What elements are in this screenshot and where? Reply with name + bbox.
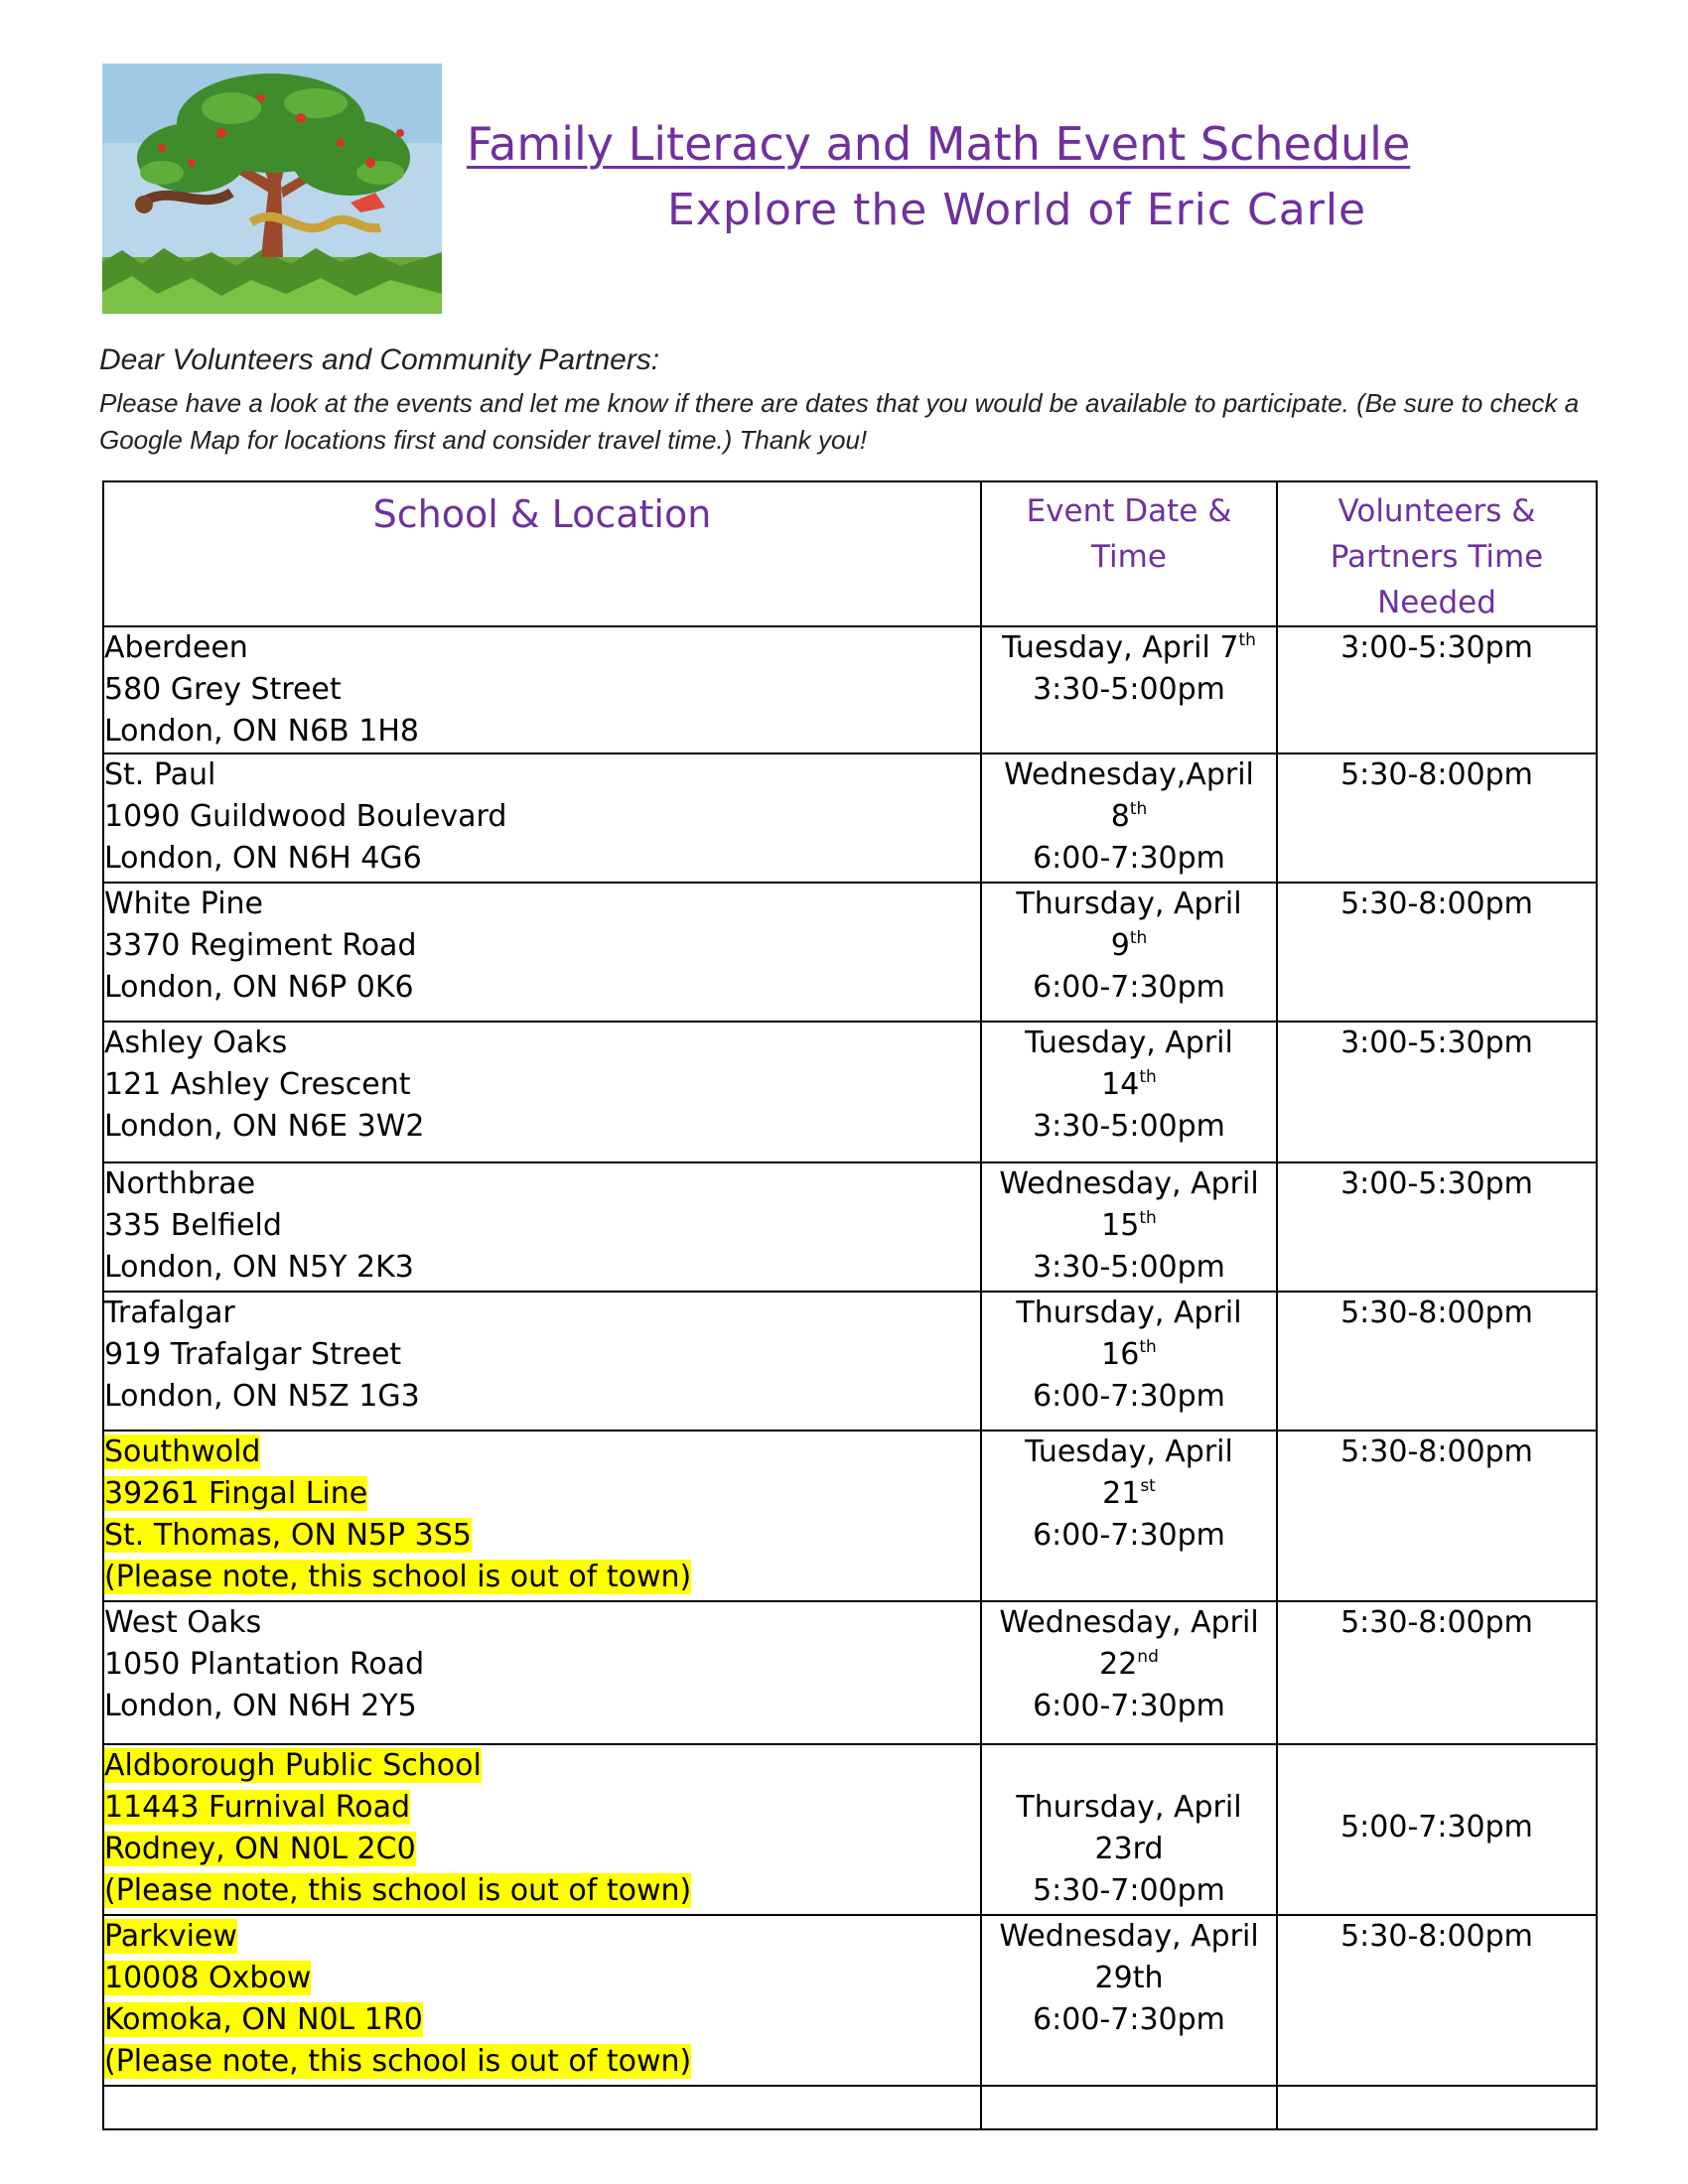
out-of-town-note: (Please note, this school is out of town) <box>104 1873 692 1908</box>
date-ordinal-suffix: th <box>1139 1208 1157 1228</box>
out-of-town-note: (Please note, this school is out of town) <box>104 2044 692 2079</box>
school-address: 121 Ashley Crescent <box>104 1067 411 1102</box>
volunteer-time: 5:30-8:00pm <box>1340 887 1533 921</box>
event-time: 6:00-7:30pm <box>1033 2002 1225 2037</box>
volunteer-time: 5:00-7:30pm <box>1340 1810 1533 1844</box>
event-time: 6:00-7:30pm <box>1033 1379 1225 1414</box>
event-date-cell <box>981 1744 1277 1915</box>
letter-greeting: Dear Volunteers and Community Partners: <box>99 343 660 376</box>
school-location-cell <box>103 1915 981 2086</box>
event-date-line2: 22 <box>1099 1647 1138 1682</box>
event-date-cell <box>981 1022 1277 1162</box>
school-location-cell <box>103 1744 981 1915</box>
event-date-line2: 8 <box>1110 799 1130 834</box>
table-row <box>103 753 1597 883</box>
volunteer-time: 5:30-8:00pm <box>1340 757 1533 792</box>
school-location-cell <box>103 883 981 1022</box>
event-date-line2: 14 <box>1101 1067 1140 1102</box>
date-ordinal-suffix: th <box>1139 1067 1157 1087</box>
school-name: Aldborough Public School <box>104 1748 482 1783</box>
event-date-line2: 29th <box>1094 1961 1164 1995</box>
school-name: St. Paul <box>104 757 216 792</box>
school-city: London, ON N6E 3W2 <box>104 1109 425 1144</box>
volunteer-time-cell <box>1277 626 1597 753</box>
volunteer-time: 5:30-8:00pm <box>1340 1605 1533 1640</box>
table-row <box>103 1431 1597 1601</box>
table-row <box>103 1744 1597 1915</box>
event-date-line1: Wednesday, April <box>999 1166 1259 1201</box>
volunteer-time-cell <box>1277 1601 1597 1744</box>
event-date-cell <box>981 626 1277 753</box>
school-name: Trafalgar <box>104 1296 235 1330</box>
event-date-line2: 15 <box>1101 1208 1140 1243</box>
school-address: 3370 Regiment Road <box>104 928 417 963</box>
volunteer-time: 5:30-8:00pm <box>1340 1296 1533 1330</box>
school-location-cell <box>103 1292 981 1431</box>
event-time: 3:30-5:00pm <box>1033 1250 1225 1285</box>
school-city: London, ON N6B 1H8 <box>104 714 420 749</box>
school-city: Rodney, ON N0L 2C0 <box>104 1832 416 1866</box>
header-event-date-time: Event Date & Time <box>981 481 1277 626</box>
volunteer-time-cell <box>1277 883 1597 1022</box>
event-date-line1: Wednesday, April <box>999 1605 1259 1640</box>
school-city: London, ON N6P 0K6 <box>104 970 414 1005</box>
school-name: Aberdeen <box>104 630 248 665</box>
event-schedule-table <box>102 480 1598 2130</box>
school-location-cell <box>103 1431 981 1601</box>
school-address: 335 Belfield <box>104 1208 282 1243</box>
eric-carle-tree-illustration <box>102 64 442 314</box>
table-header-row <box>103 481 1597 626</box>
table-row <box>103 1162 1597 1292</box>
event-date-line1: Wednesday, April <box>999 1919 1259 1954</box>
header-school-location: School & Location <box>103 481 981 626</box>
date-ordinal-suffix: th <box>1129 799 1148 819</box>
school-city: Komoka, ON N0L 1R0 <box>104 2002 423 2037</box>
letter-body: Please have a look at the events and let me know if there are dates that you would be available to participate. (Be sure to check a Google Map for locations first and consider travel time.) Thank you! <box>99 388 1580 455</box>
event-date-line1: Wednesday,April <box>1004 757 1254 792</box>
page-title: Family Literacy and Math Event Schedule <box>467 117 1411 171</box>
school-location-cell <box>103 1022 981 1162</box>
event-date-line1: Tuesday, April <box>1025 1434 1233 1469</box>
event-date-line2: 9 <box>1110 928 1130 963</box>
school-city: London, ON N5Y 2K3 <box>104 1250 414 1285</box>
empty-table-row <box>103 2086 1597 2129</box>
school-name: Parkview <box>104 1919 237 1954</box>
school-city: London, ON N6H 2Y5 <box>104 1689 417 1723</box>
event-time: 3:30-5:00pm <box>1033 1109 1225 1144</box>
school-location-cell <box>103 626 981 753</box>
date-ordinal-suffix: nd <box>1137 1647 1159 1667</box>
page-subtitle: Explore the World of Eric Carle <box>667 185 1367 235</box>
volunteer-time: 5:30-8:00pm <box>1340 1434 1533 1469</box>
volunteer-time: 5:30-8:00pm <box>1340 1919 1533 1954</box>
event-date-cell <box>981 883 1277 1022</box>
event-date-cell <box>981 1162 1277 1292</box>
event-date-line1: Thursday, April <box>1016 1296 1242 1330</box>
out-of-town-note: (Please note, this school is out of town) <box>104 1560 692 1594</box>
event-date-line2: 16 <box>1101 1337 1140 1372</box>
table-row <box>103 626 1597 753</box>
volunteer-time-cell <box>1277 1292 1597 1431</box>
table-row <box>103 1292 1597 1431</box>
event-date-cell <box>981 1431 1277 1601</box>
school-address: 1090 Guildwood Boulevard <box>104 799 507 834</box>
event-time: 3:30-5:00pm <box>1033 672 1225 707</box>
event-date-line2: 21 <box>1102 1476 1141 1511</box>
event-date-cell <box>981 753 1277 883</box>
volunteer-time: 3:00-5:30pm <box>1340 1025 1533 1060</box>
event-time: 6:00-7:30pm <box>1033 1518 1225 1553</box>
school-address: 39261 Fingal Line <box>104 1476 368 1511</box>
school-address: 919 Trafalgar Street <box>104 1337 402 1372</box>
volunteer-time: 3:00-5:30pm <box>1340 630 1533 665</box>
volunteer-time-cell <box>1277 1162 1597 1292</box>
school-city: St. Thomas, ON N5P 3S5 <box>104 1518 472 1553</box>
school-name: Ashley Oaks <box>104 1025 288 1060</box>
school-name: Northbrae <box>104 1166 256 1201</box>
event-date-line1: Thursday, April <box>1016 1790 1242 1825</box>
table-row <box>103 1915 1597 2086</box>
event-date-cell <box>981 1915 1277 2086</box>
volunteer-time-cell <box>1277 1022 1597 1162</box>
school-name: West Oaks <box>104 1605 262 1640</box>
school-address: 580 Grey Street <box>104 672 342 707</box>
event-time: 6:00-7:30pm <box>1033 1689 1225 1723</box>
school-address: 10008 Oxbow <box>104 1961 312 1995</box>
date-ordinal-suffix: st <box>1140 1476 1156 1496</box>
table-row <box>103 1601 1597 1744</box>
school-city: London, ON N5Z 1G3 <box>104 1379 420 1414</box>
school-address: 1050 Plantation Road <box>104 1647 425 1682</box>
school-name: Southwold <box>104 1434 261 1469</box>
volunteer-time-cell <box>1277 753 1597 883</box>
event-date-cell <box>981 1292 1277 1431</box>
school-name: White Pine <box>104 887 264 921</box>
event-date-line2: 23rd <box>1094 1832 1164 1866</box>
event-date-cell <box>981 1601 1277 1744</box>
event-time: 6:00-7:30pm <box>1033 841 1225 876</box>
event-date-line1: Tuesday, April <box>1025 1025 1233 1060</box>
date-ordinal-suffix: th <box>1129 928 1148 948</box>
school-city: London, ON N6H 4G6 <box>104 841 422 876</box>
volunteer-time: 3:00-5:30pm <box>1340 1166 1533 1201</box>
event-date-line1: Thursday, April <box>1016 887 1242 921</box>
volunteer-time-cell <box>1277 1915 1597 2086</box>
date-ordinal-suffix: th <box>1238 630 1256 650</box>
event-time: 6:00-7:30pm <box>1033 970 1225 1005</box>
date-ordinal-suffix: th <box>1139 1337 1157 1357</box>
volunteer-time-cell <box>1277 1431 1597 1601</box>
table-row <box>103 883 1597 1022</box>
event-time: 5:30-7:00pm <box>1033 1873 1225 1908</box>
volunteer-time-cell <box>1277 1744 1597 1915</box>
school-location-cell <box>103 1162 981 1292</box>
table-row <box>103 1022 1597 1162</box>
event-date-line1: Tuesday, April 7 <box>1002 630 1239 665</box>
school-location-cell <box>103 1601 981 1744</box>
header-volunteer-time-needed: Volunteers & Partners Time Needed <box>1277 481 1597 626</box>
school-location-cell <box>103 753 981 883</box>
school-address: 11443 Furnival Road <box>104 1790 411 1825</box>
